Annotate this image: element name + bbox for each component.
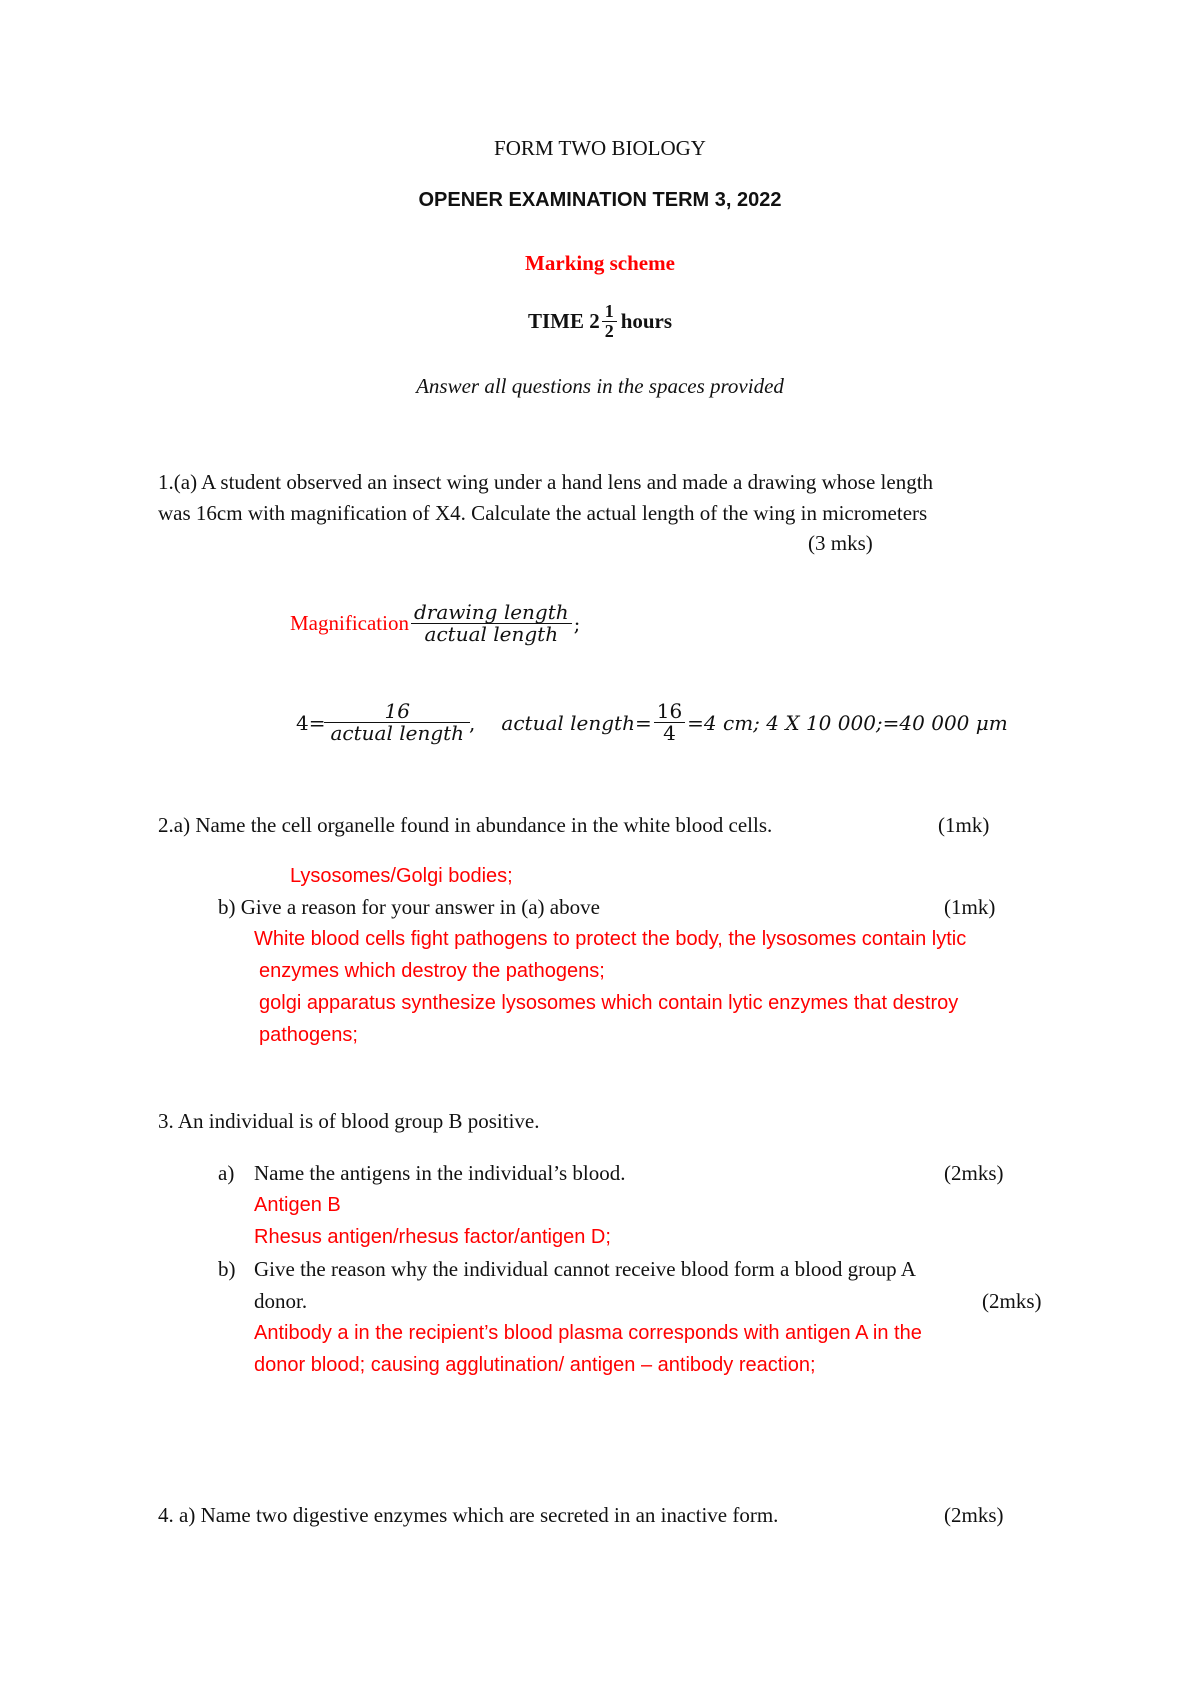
q1-eq2-numerator: 16 — [654, 701, 685, 723]
q1-eq2-denominator: 4 — [663, 721, 676, 745]
q3a-answer-line1: Antigen B — [254, 1194, 341, 1216]
time-fraction-numerator: 1 — [602, 302, 617, 322]
time-prefix: TIME 2 — [527, 308, 600, 333]
q3a-text: Name the antigens in the individual’s blood. — [254, 1161, 626, 1185]
q1-formula-denominator: actual length — [424, 622, 559, 646]
q2b-answer-line1: White blood cells fight pathogens to protect the body, the lysosomes contain lytic — [254, 928, 967, 950]
q1-eq2-result: =4 cm; 4 X 10 000;=40 000 μm — [687, 710, 1008, 735]
q3a-answer-line2: Rhesus antigen/rhesus factor/antigen D; — [254, 1226, 611, 1248]
time-allowed — [0, 302, 1200, 341]
q3b-answer-line2: donor blood; causing agglutination/ antigen – antibody reaction; — [254, 1354, 816, 1376]
q3b-text-line2: donor. — [254, 1289, 308, 1313]
exam-title: OPENER EXAMINATION TERM 3, 2022 — [418, 189, 782, 211]
q3b-text-line1: Give the reason why the individual cannot receive blood form a blood group A — [254, 1257, 916, 1281]
q1-formula-semicolon: ; — [573, 611, 581, 636]
q3b-marks: (2mks) — [982, 1289, 1042, 1313]
document-title: FORM TWO BIOLOGY — [494, 136, 706, 160]
q2a-answer: Lysosomes/Golgi bodies; — [290, 865, 513, 887]
q1-eq-comma: , — [469, 710, 476, 735]
time-suffix: hours — [620, 308, 673, 333]
q1-eq2-fraction — [654, 701, 685, 744]
q4a-text: 4. a) Name two digestive enzymes which are secreted in an inactive form. — [158, 1503, 779, 1527]
q4a-marks: (2mks) — [944, 1503, 1004, 1527]
q1-eq-numerator: 16 — [324, 701, 470, 723]
q1-answer-working — [296, 701, 1008, 744]
q2b-answer-line4: pathogens; — [259, 1024, 358, 1046]
q1-text-line1: 1.(a) A student observed an insect wing under a hand lens and made a drawing whose length — [158, 470, 934, 494]
q2a-marks: (1mk) — [938, 813, 990, 837]
q2b-answer-line2: enzymes which destroy the pathogens; — [259, 960, 605, 982]
q1-text-line2: was 16cm with magnification of X4. Calculate the actual length of the wing in micrometers — [158, 501, 928, 525]
q3-stem: 3. An individual is of blood group B positive. — [158, 1109, 540, 1133]
q1-formula-fraction — [411, 602, 572, 645]
q3a-marks: (2mks) — [944, 1161, 1004, 1185]
q1-formula-label: Magnification — [290, 610, 409, 635]
q3b-label: b) — [218, 1257, 236, 1281]
q1-eq2-lhs: actual length= — [501, 710, 652, 735]
time-fraction — [602, 302, 617, 341]
q2b-text: b) Give a reason for your answer in (a) above — [218, 895, 600, 919]
q1-eq-denominator: actual length — [330, 721, 465, 745]
q1-formula-numerator: drawing length — [411, 602, 572, 624]
q2a-text: 2.a) Name the cell organelle found in abundance in the white blood cells. — [158, 813, 773, 837]
q3b-answer-line1: Antibody a in the recipient’s blood plasma corresponds with antigen A in the — [254, 1322, 922, 1344]
q2b-marks: (1mk) — [944, 895, 996, 919]
q1-marks: (3 mks) — [808, 531, 873, 555]
q1-eq-fraction — [327, 701, 467, 744]
q1-answer-formula — [290, 602, 580, 645]
q2b-answer-line3: golgi apparatus synthesize lysosomes which contain lytic enzymes that destroy — [259, 992, 959, 1014]
marking-scheme-label: Marking scheme — [525, 251, 675, 275]
time-fraction-denominator: 2 — [604, 320, 614, 341]
q3a-label: a) — [218, 1161, 235, 1185]
q1-eq-lhs: 4= — [296, 710, 326, 735]
instruction: Answer all questions in the spaces provided — [416, 374, 784, 398]
